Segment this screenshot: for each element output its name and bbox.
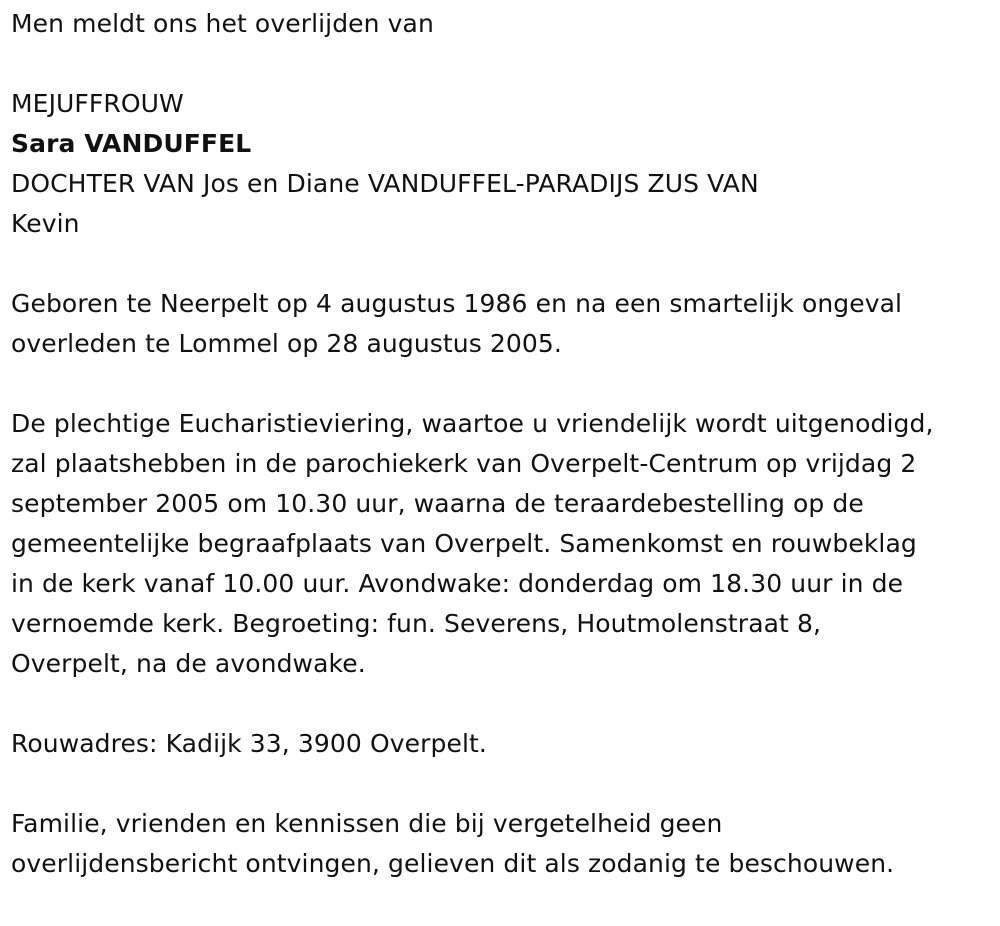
honorific-title: MEJUFFROUW xyxy=(11,89,184,118)
spacer xyxy=(11,364,996,404)
spacer xyxy=(11,684,996,724)
relations-line-1: DOCHTER VAN Jos en Diane VANDUFFEL-PARADIJS ZUS VAN xyxy=(11,169,759,198)
ceremony-paragraph xyxy=(11,404,996,684)
relations-line-2: Kevin xyxy=(11,209,80,238)
deceased-name: Sara VANDUFFEL xyxy=(11,129,252,158)
text-line: Overpelt, na de avondwake. xyxy=(11,649,366,678)
spacer xyxy=(11,764,996,804)
closing-paragraph xyxy=(11,804,996,884)
mourning-address: Rouwadres: Kadijk 33, 3900 Overpelt. xyxy=(11,729,487,758)
text-line: in de kerk vanaf 10.00 uur. Avondwake: donderdag om 18.30 uur in de xyxy=(11,569,904,598)
text-line: overleden te Lommel op 28 augustus 2005. xyxy=(11,329,562,358)
spacer xyxy=(11,44,996,84)
birth-death-paragraph xyxy=(11,284,996,364)
text-line: vernoemde kerk. Begroeting: fun. Severens, Houtmolenstraat 8, xyxy=(11,609,822,638)
intro-text: Men meldt ons het overlijden van xyxy=(11,9,434,38)
text-line: Geboren te Neerpelt op 4 augustus 1986 en na een smartelijk ongeval xyxy=(11,289,903,318)
text-line: Familie, vrienden en kennissen die bij vergetelheid geen xyxy=(11,809,723,838)
spacer xyxy=(11,244,996,284)
text-line: gemeentelijke begraafplaats van Overpelt. Samenkomst en rouwbeklag xyxy=(11,529,917,558)
obituary-notice xyxy=(11,4,996,884)
text-line: De plechtige Eucharistieviering, waartoe u vriendelijk wordt uitgenodigd, xyxy=(11,409,934,438)
text-line: zal plaatshebben in de parochiekerk van Overpelt-Centrum op vrijdag 2 xyxy=(11,449,917,478)
text-line: overlijdensbericht ontvingen, gelieven dit als zodanig te beschouwen. xyxy=(11,849,895,878)
text-line: september 2005 om 10.30 uur, waarna de teraardebestelling op de xyxy=(11,489,864,518)
